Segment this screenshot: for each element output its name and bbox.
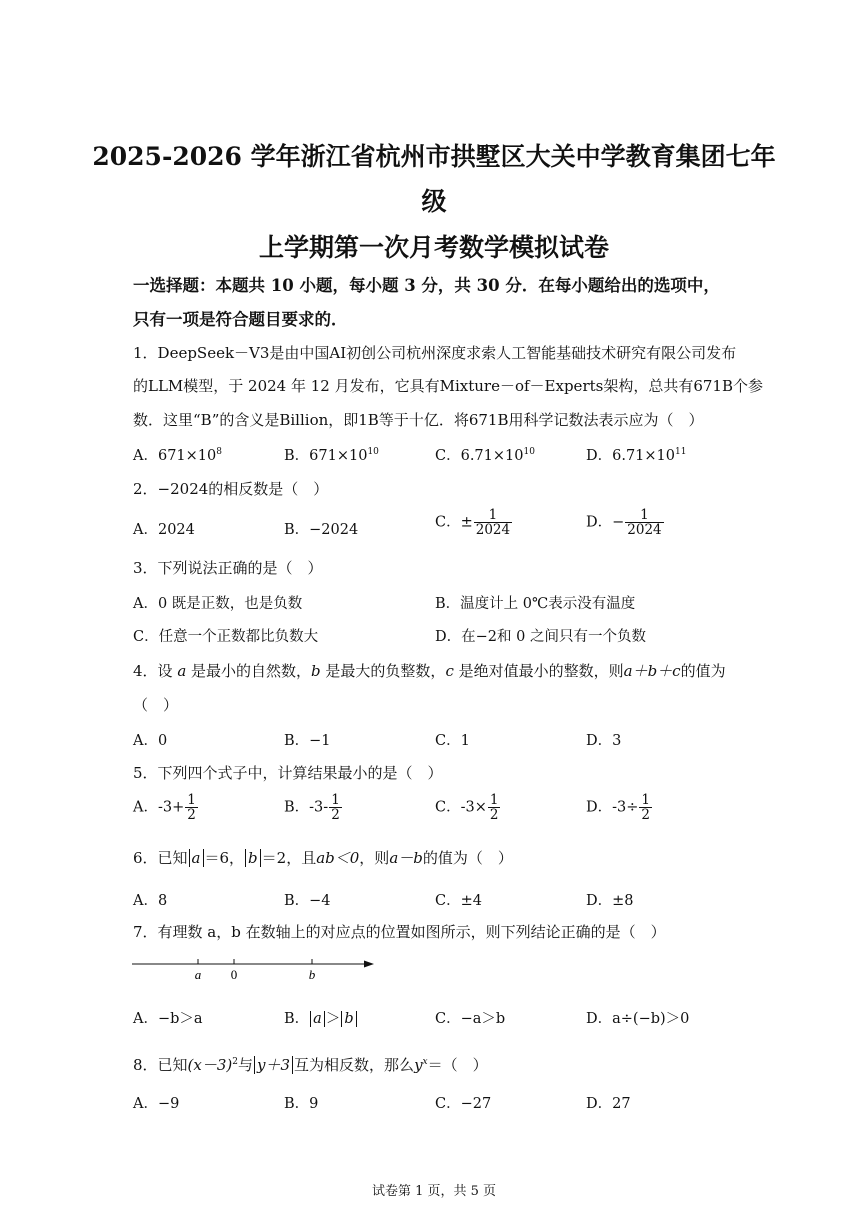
q4-option-a[interactable]: A．0 xyxy=(133,733,168,749)
q3-option-d[interactable]: D．在−2和 0 之间只有一个负数 xyxy=(435,629,646,645)
q7-option-c[interactable]: C．−a＞b xyxy=(435,1011,506,1027)
q4-stem-line-1: 4．设 a 是最小的自然数，b 是最大的负整数，c 是绝对值最小的整数，则a＋b＋c的值为 xyxy=(133,662,726,680)
q7-option-d[interactable]: D．a÷(−b)＞0 xyxy=(586,1011,690,1027)
title-line-1: 2025-2026 学年浙江省杭州市拱墅区大关中学教育集团七年 xyxy=(92,142,776,171)
number-line-arrow xyxy=(364,961,374,968)
q6-option-c[interactable]: C．±4 xyxy=(435,893,482,909)
q1-stem-line-3: 数．这里“B”的含义是Billion，即1B等于十亿．将671B用科学记数法表示应为（ ） xyxy=(133,411,704,429)
q1-stem-line-1: 1．DeepSeek－V3是由中国AI初创公司杭州深度求索人工智能基础技术研究有限公司发布 xyxy=(133,344,737,362)
q8-option-a[interactable]: A．−9 xyxy=(133,1096,180,1112)
q7-option-b[interactable]: B． a ＞ b xyxy=(284,1007,358,1028)
fraction: $\frac{1}{2024}$ xyxy=(627,507,662,539)
q5-option-c[interactable]: C．-3× $\frac{1}{2}$ xyxy=(435,792,499,824)
q1-stem-line-2: 的LLM模型，于 2024 年 12 月发布，它具有Mixture－of－Experts架构，总共有671B个参 xyxy=(133,377,763,395)
fraction: $\frac{1}{2}$ xyxy=(187,792,196,824)
q2-option-d[interactable]: D．− $\frac{1}{2024}$ xyxy=(586,507,662,539)
q5-option-a[interactable]: A．-3+ $\frac{1}{2}$ xyxy=(133,792,196,824)
number-line-figure xyxy=(130,948,380,988)
title-line-3: 上学期第一次月考数学模拟试卷 xyxy=(258,233,609,262)
section-heading-line-1: 一选择题：本题共 10 小题，每小题 3 分，共 30 分．在每小题给出的选项中， xyxy=(133,276,720,295)
q5-stem: 5．下列四个式子中，计算结果最小的是（ ） xyxy=(133,764,443,782)
q1-option-c[interactable]: C．$6.71\times 10^{10}$ xyxy=(435,447,535,464)
q6-option-b[interactable]: B．−4 xyxy=(284,893,331,909)
q1-option-a[interactable]: A．$671\times 10^8$ xyxy=(133,447,222,464)
q2-stem: 2．−2024的相反数是（ ） xyxy=(133,480,329,498)
q2-option-a[interactable]: A．2024 xyxy=(133,522,195,538)
q4-option-c[interactable]: C．1 xyxy=(435,733,470,749)
q6-option-a[interactable]: A．8 xyxy=(133,893,168,909)
q3-option-a[interactable]: A．0 既是正数，也是负数 xyxy=(133,596,303,612)
q7-option-a[interactable]: A．−b＞a xyxy=(133,1011,203,1027)
q5-option-d[interactable]: D．-3÷ $\frac{1}{2}$ xyxy=(586,792,650,824)
section-heading-line-2: 只有一项是符合题目要求的． xyxy=(133,310,348,329)
q8-option-b[interactable]: B．9 xyxy=(284,1096,319,1112)
q8-option-c[interactable]: C．−27 xyxy=(435,1096,492,1112)
q3-stem: 3．下列说法正确的是（ ） xyxy=(133,559,323,577)
q6-option-d[interactable]: D．±8 xyxy=(586,893,634,909)
q4-stem-line-2: （ ） xyxy=(133,696,179,714)
q8-stem: 8．已知$(x-3)^2$与 y＋3 互为相反数，那么$y^x=$（ ） xyxy=(133,1056,488,1074)
fraction: $\frac{1}{2024}$ xyxy=(475,507,511,539)
q4-option-b[interactable]: B．−1 xyxy=(284,733,331,749)
page-footer: 试卷第 1 页，共 5 页 xyxy=(371,1184,497,1199)
fraction: $\frac{1}{2}$ xyxy=(489,792,499,824)
q1-option-b[interactable]: B．$671\times 10^{10}$ xyxy=(284,447,379,464)
fraction: $\frac{1}{2}$ xyxy=(641,792,650,824)
q1-option-d[interactable]: D．$6.71\times 10^{11}$ xyxy=(586,447,687,464)
label-a: a xyxy=(194,967,202,982)
q4-option-d[interactable]: D．3 xyxy=(586,733,622,749)
label-b: b xyxy=(308,967,316,982)
q7-stem: 7．有理数 a，b 在数轴上的对应点的位置如图所示，则下列结论正确的是（ ） xyxy=(133,923,666,941)
q8-option-d[interactable]: D．27 xyxy=(586,1096,631,1112)
fraction: $\frac{1}{2}$ xyxy=(331,792,340,824)
q2-option-c[interactable]: C．± $\frac{1}{2024}$ xyxy=(435,507,511,539)
q5-option-b[interactable]: B．-3- $\frac{1}{2}$ xyxy=(284,792,340,824)
q6-stem: 6．已知 a ＝6， b ＝2，且ab＜0，则a－b的值为（ ） xyxy=(133,849,513,867)
q3-option-b[interactable]: B．温度计上 0℃表示没有温度 xyxy=(435,596,636,612)
q2-option-b[interactable]: B．−2024 xyxy=(284,522,359,538)
q3-option-c[interactable]: C．任意一个正数都比负数大 xyxy=(133,629,319,645)
title-line-2: 级 xyxy=(421,187,447,216)
label-0: 0 xyxy=(230,967,238,982)
